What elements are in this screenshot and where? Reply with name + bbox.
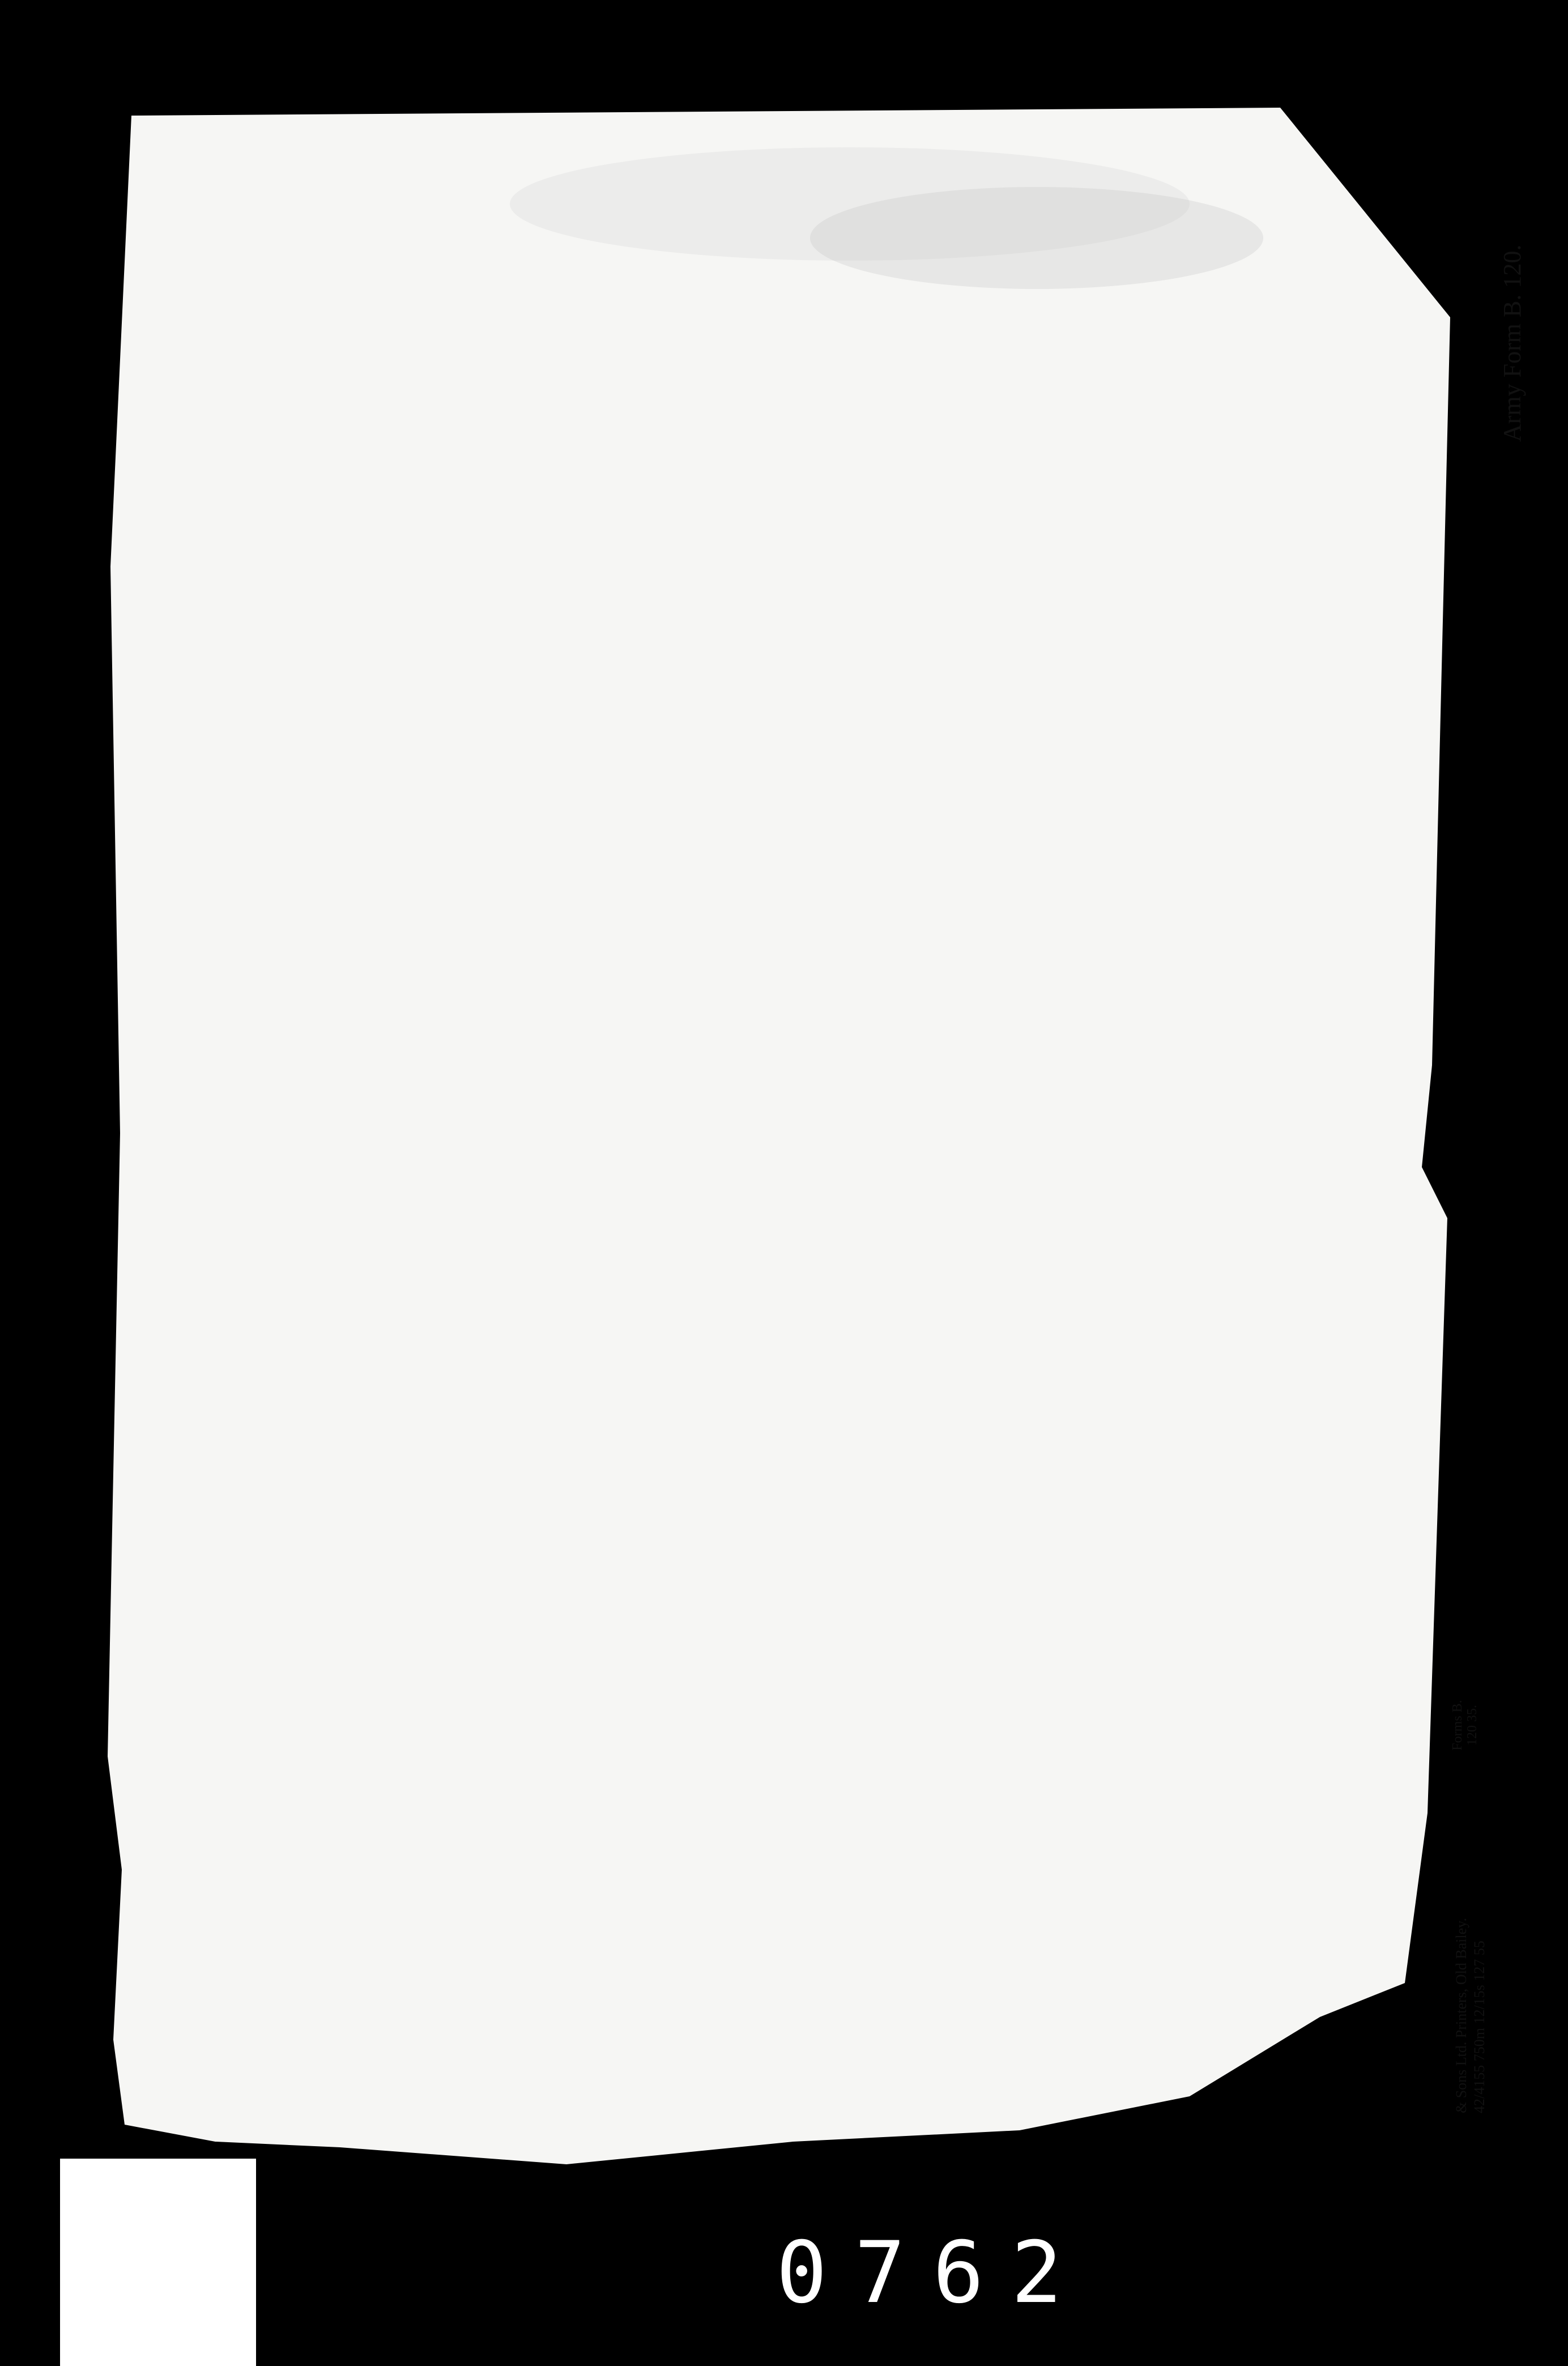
army-form-number: Army Form B. 120. — [1498, 244, 1526, 442]
sheet-number: 0762 — [776, 2224, 1090, 2322]
printer-line-1: & Sons Ltd. Printers, Old Bailey. — [1453, 1918, 1469, 2113]
printer-line-2: 42/4155 750m 12/15s 127 55 — [1471, 1941, 1488, 2113]
printer-imprint — [1452, 1918, 1489, 2113]
white-card — [60, 2159, 256, 2366]
forms-code: Forms B. 120 35. — [1450, 1700, 1480, 1751]
conduct-sheet — [1430, 187, 1568, 2153]
